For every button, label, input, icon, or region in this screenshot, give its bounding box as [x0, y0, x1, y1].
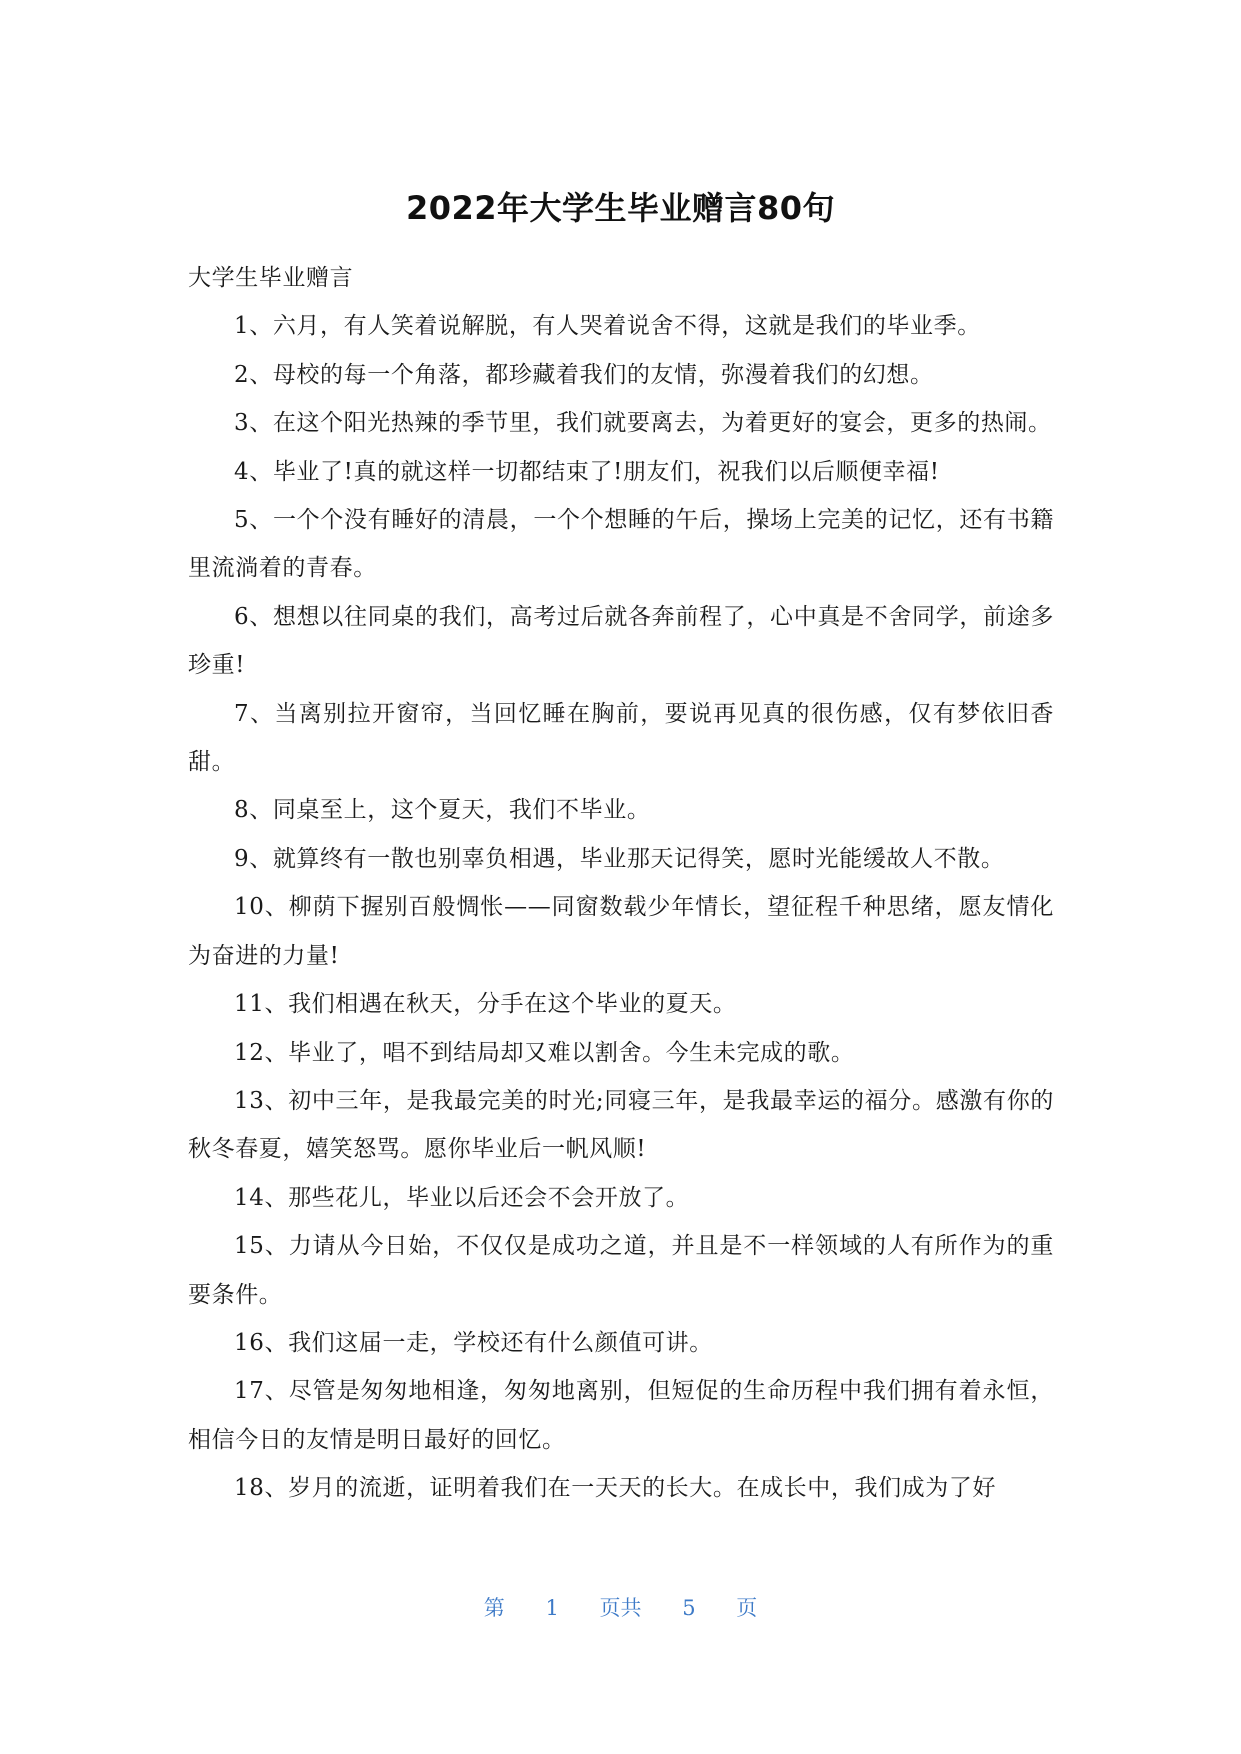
current-page-number: 1	[545, 1596, 559, 1620]
paragraph: 17、尽管是匆匆地相逢，匆匆地离别，但短促的生命历程中我们拥有着永恒，相信今日的友情是明日最好的回忆。	[188, 1378, 1054, 1453]
paragraph: 4、毕业了!真的就这样一切都结束了!朋友们，祝我们以后顺便幸福!	[234, 458, 940, 485]
paragraph: 3、在这个阳光热辣的季节里，我们就要离去，为着更好的宴会，更多的热闹。	[234, 410, 1052, 437]
paragraph: 9、就算终有一散也别辜负相遇，毕业那天记得笑，愿时光能缓故人不散。	[234, 845, 1005, 872]
paragraph: 14、那些花儿，毕业以后还会不会开放了。	[234, 1184, 690, 1211]
paragraph: 2、母校的每一个角落，都珍藏着我们的友情，弥漫着我们的幻想。	[234, 361, 934, 388]
page-footer	[0, 1593, 1241, 1623]
paragraph: 16、我们这届一走，学校还有什么颜值可讲。	[234, 1329, 713, 1356]
document-subtitle: 大学生毕业赠言	[188, 265, 354, 291]
document-body	[188, 254, 1054, 1513]
paragraph: 15、力请从今日始，不仅仅是成功之道，并且是不一样领域的人有所作为的重要条件。	[188, 1233, 1054, 1308]
paragraph: 5、一个个没有睡好的清晨，一个个想睡的午后，操场上完美的记忆，还有书籍里流淌着的青春。	[188, 507, 1054, 582]
paragraph: 7、当离别拉开窗帘，当回忆睡在胸前，要说再见真的很伤感，仅有梦依旧香甜。	[188, 700, 1054, 776]
paragraph: 8、同桌至上，这个夏天，我们不毕业。	[234, 797, 651, 824]
paragraph: 13、初中三年，是我最完美的时光;同寝三年，是我最幸运的福分。感激有你的秋冬春夏，嬉笑怒骂。愿你毕业后一帆风顺!	[188, 1087, 1054, 1163]
paragraph: 18、岁月的流逝，证明着我们在一天天的长大。在成长中，我们成为了好	[234, 1475, 997, 1502]
paragraph: 11、我们相遇在秋天，分手在这个毕业的夏天。	[234, 991, 737, 1018]
total-page-count: 5	[682, 1596, 696, 1620]
document-title: 2022年大学生毕业赠言80句	[405, 189, 836, 227]
footer-label-middle: 页共	[599, 1596, 642, 1620]
paragraph: 10、柳荫下握别百般惆怅——同窗数载少年情长，望征程千种思绪，愿友情化为奋进的力量!	[188, 894, 1054, 969]
footer-label-prefix: 第	[483, 1596, 505, 1620]
paragraph: 6、想想以往同桌的我们，高考过后就各奔前程了，心中真是不舍同学，前途多珍重!	[188, 603, 1054, 679]
paragraph: 1、六月，有人笑着说解脱，有人哭着说舍不得，这就是我们的毕业季。	[234, 313, 981, 340]
paragraph: 12、毕业了，唱不到结局却又难以割舍。今生未完成的歌。	[234, 1039, 855, 1066]
footer-label-suffix: 页	[736, 1596, 758, 1620]
